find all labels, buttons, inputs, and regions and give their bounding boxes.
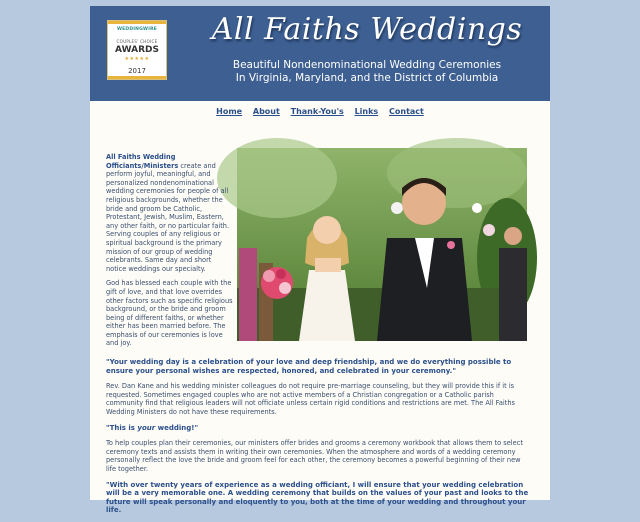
intro-paragraph-2: God has blessed each couple with the gift of love, and that love overrides other factors such as specific religious background, or the bride and groom being of different faiths, or whether either has been married before. The emphasis of our ceremonies is love and joy. [106, 279, 233, 348]
page-container [90, 6, 550, 515]
nav-thank-yous-link[interactable]: Thank-You's [290, 107, 344, 116]
badge-top-stripe [108, 21, 166, 24]
quote-your-wedding-post: wedding!" [155, 423, 199, 432]
badge-line1: COUPLES' CHOICE [116, 39, 158, 44]
badge-stars-icon: ★★★★★ [124, 56, 150, 62]
site-subtitle-line1: Beautiful Nondenominational Wedding Ceremonies [232, 59, 502, 71]
site-subtitle-line2: In Virginia, Maryland, and the District of Columbia [235, 72, 499, 84]
badge-brand: WEDDINGWIRE [116, 27, 158, 32]
intro-paragraph [106, 153, 233, 273]
site-header [90, 6, 550, 101]
badge-bottom-stripe [108, 76, 166, 79]
quote-your-wedding-pre: "This is [106, 423, 138, 432]
nav-home-link[interactable]: Home [216, 107, 243, 116]
quote-experience: "With over twenty years of experience as a wedding officiant, I will ensure that your wedding celebration will be a very memorable one. A wedding ceremony that builds on the values of your past and looks to the future will speak personally and eloquently to you, both at the time of your wedding and throughout your life. [106, 480, 529, 515]
intro-column [106, 153, 233, 354]
badge-year: 2017 [128, 67, 146, 75]
quote-your-wedding [106, 424, 530, 433]
workbook-paragraph: To help couples plan their ceremonies, our ministers offer brides and grooms a ceremony workbook that allows them to select ceremony texts and assists them in writing their own ceremonies. When the atmosphere and words of a wedding ceremony personally reflect the love the bride and groom feel for each other, the ceremony becomes a powerful beginning of their new life together. [106, 439, 523, 473]
badge-line2: AWARDS [115, 45, 159, 55]
intro-text: create and perform joyful, meaningful, and personalized nondenominational wedding ceremonies for people of all religious backgrounds, whether the bride and groom be Catholic, Protestant, Jewish, Muslim, Eastern, any other faith, or no particular faith. Serving couples of any religious or spiritual background is the primary mission of our group of wedding celebrants. Same day and short notice weddings our specialty. [106, 161, 230, 273]
nav-contact-link[interactable]: Contact [389, 107, 424, 116]
main-content [106, 358, 530, 522]
main-nav [90, 107, 550, 116]
quote-your-wedding-em: your [137, 423, 156, 432]
nav-links-link[interactable]: Links [354, 107, 379, 116]
site-title: All Faiths Weddings [211, 12, 523, 47]
quote-celebration: "Your wedding day is a celebration of your love and deep friendship, and we do everything possible to ensure your personal wishes are respected, honored, and celebrated in your ceremony." [106, 358, 512, 375]
nav-about-link[interactable]: About [252, 107, 280, 116]
wedding-couple-photo [237, 148, 527, 341]
couples-choice-award-badge[interactable] [107, 20, 167, 80]
wedding-couple-illustration [237, 148, 527, 341]
counseling-paragraph: Rev. Dan Kane and his wedding minister colleagues do not require pre-marriage counseling, but they will provide this if it is requested. Sometimes engaged couples who are not active members of a Christian congregation or a Catholic parish community find that religious leaders will not officiate unless certain rigid conditions and restrictions are met. The All Faiths Wedding Ministers do not have these requirements. [106, 382, 515, 416]
intro-lead: All Faiths Wedding Officiants/Ministers [106, 153, 179, 170]
